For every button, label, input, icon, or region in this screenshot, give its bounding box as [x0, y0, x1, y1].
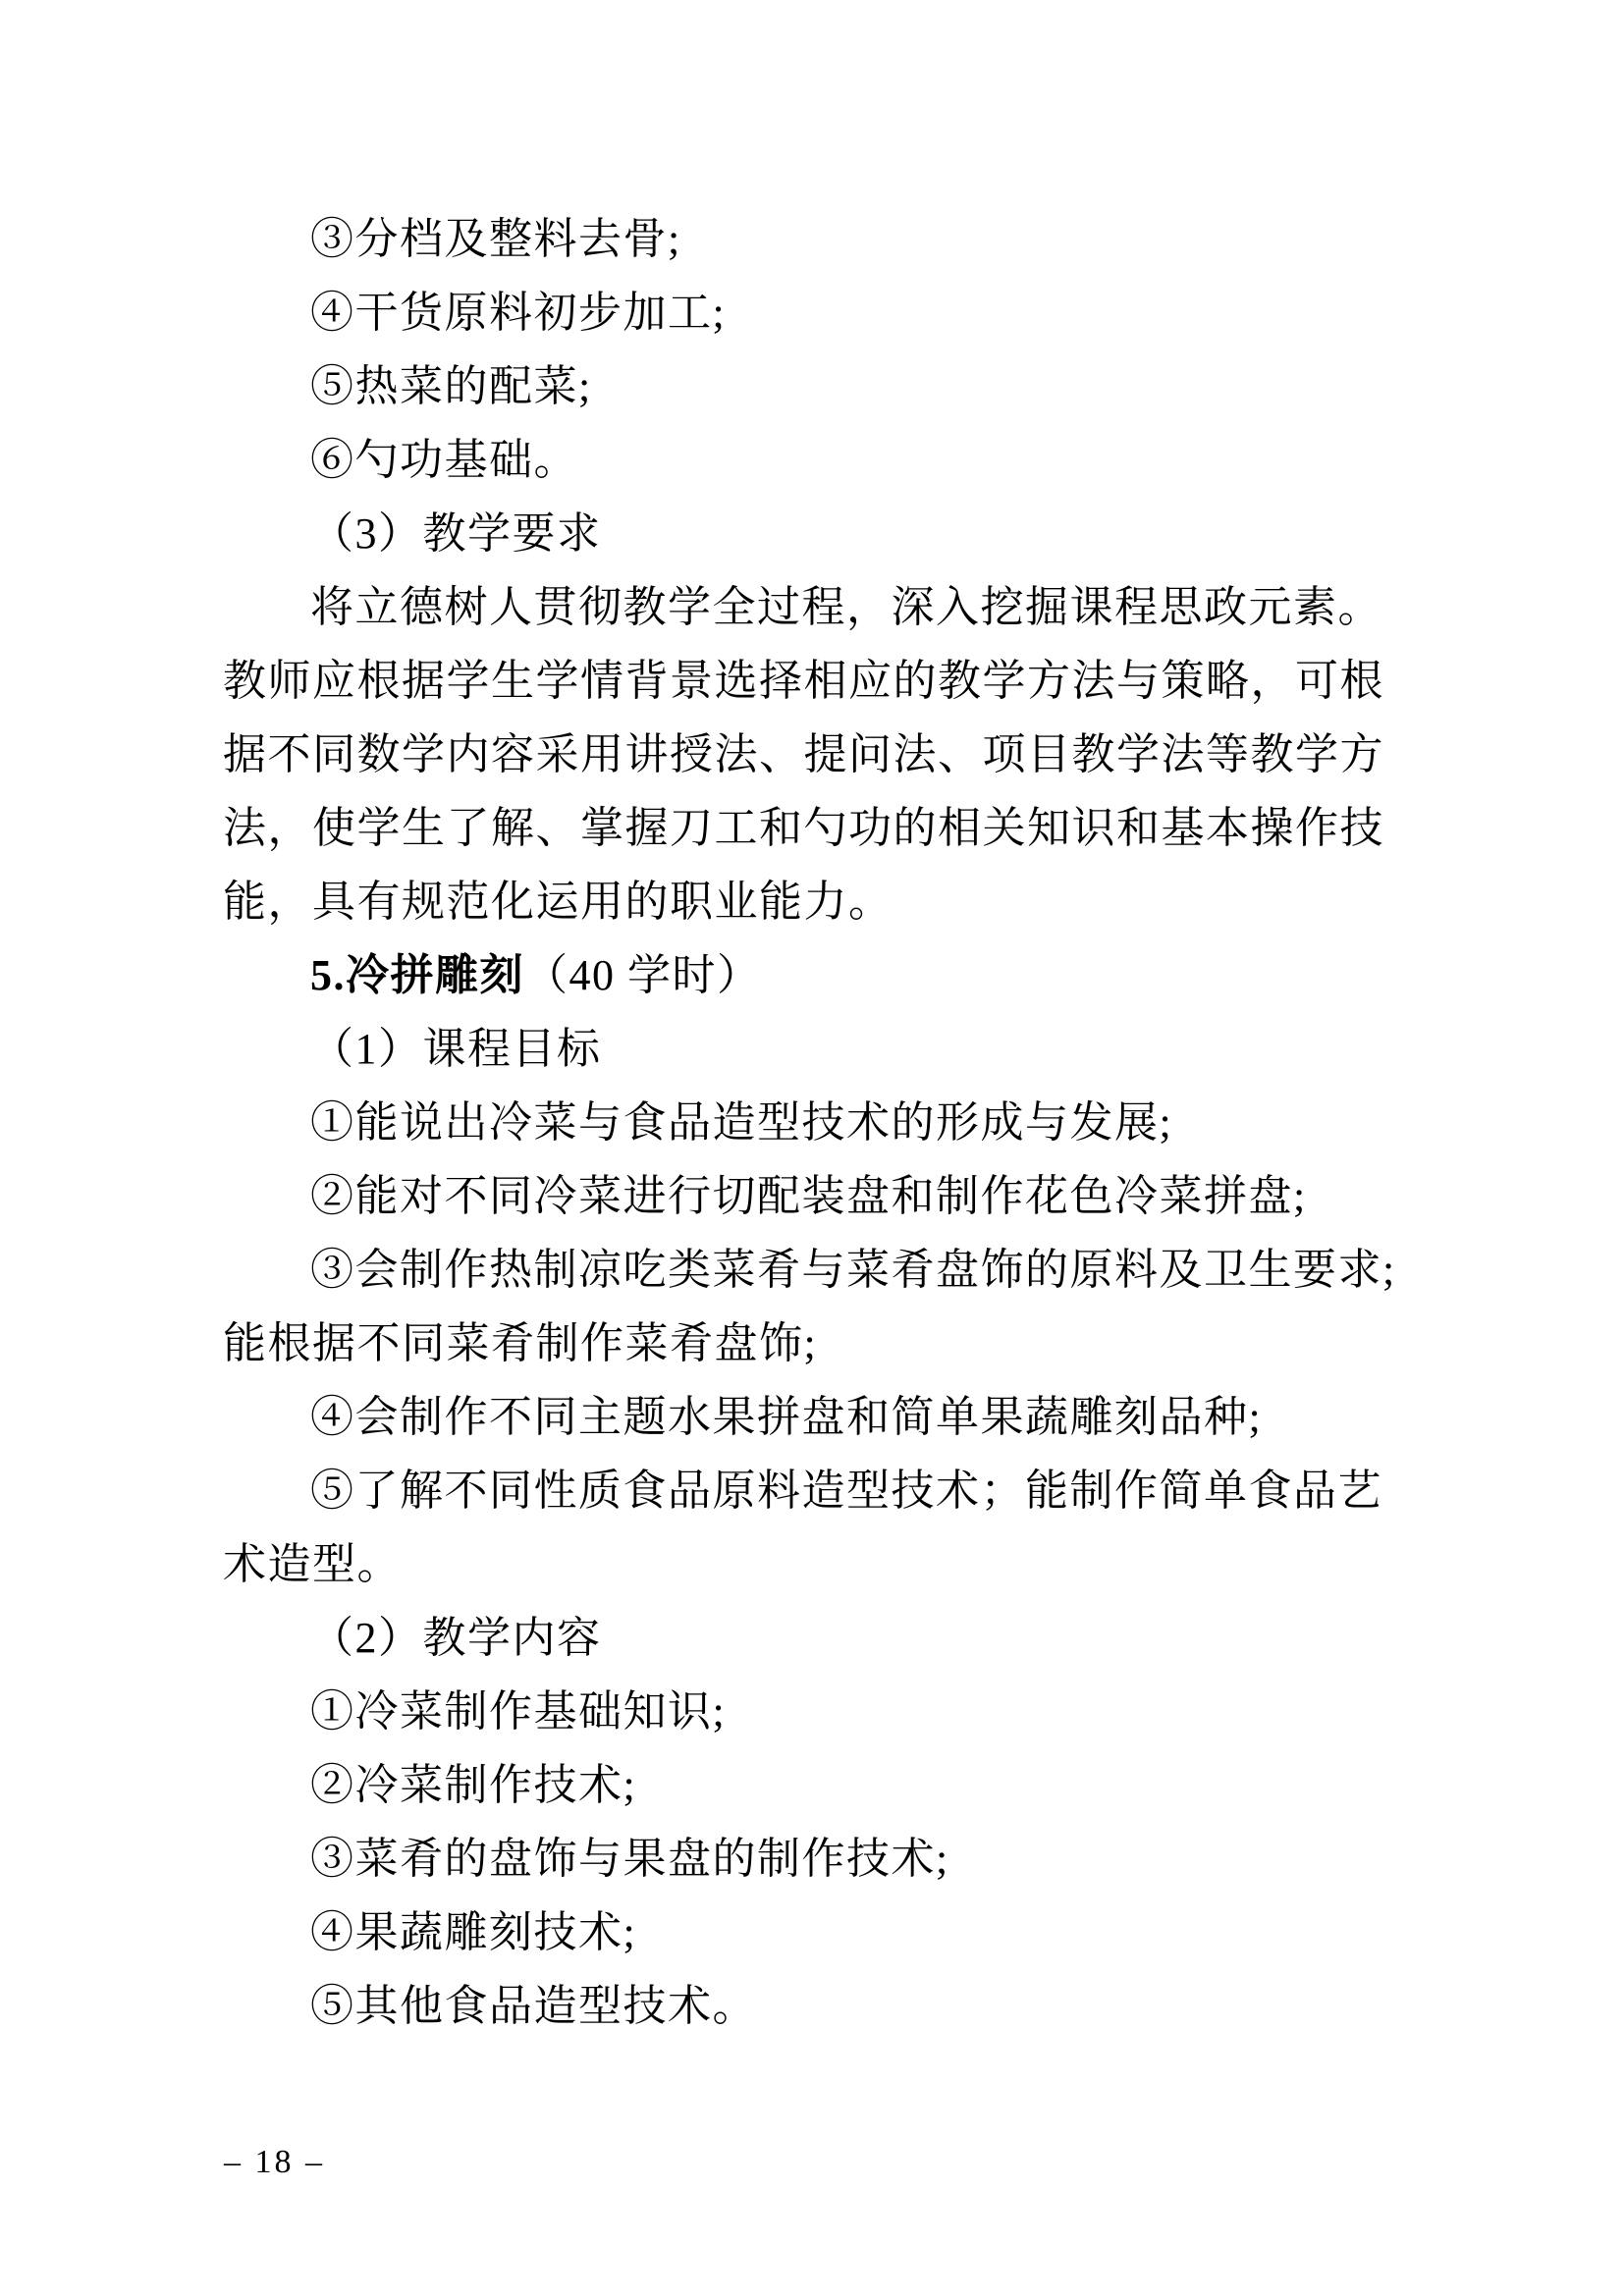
list-item: ③菜肴的盘饰与果盘的制作技术;	[310, 1835, 949, 1883]
document-body	[223, 202, 1396, 2043]
list-item-continuation: 能根据不同菜肴制作菜肴盘饰;	[223, 1319, 818, 1367]
page-number: – 18 –	[224, 2144, 325, 2180]
list-item: ④果蔬雕刻技术;	[310, 1908, 637, 1956]
list-item: ①冷菜制作基础知识;	[310, 1687, 727, 1735]
list-item: ⑤其他食品造型技术。	[310, 1982, 757, 2030]
list-item: ②能对不同冷菜进行切配装盘和制作花色冷菜拼盘;	[310, 1172, 1307, 1220]
paragraph-line: 教师应根据学生学情背景选择相应的教学方法与策略，可根	[223, 657, 1384, 705]
list-item: ④会制作不同主题水果拼盘和简单果蔬雕刻品种;	[310, 1393, 1263, 1441]
paragraph-line: 将立德树人贯彻教学全过程，深入挖掘课程思政元素。	[310, 583, 1382, 631]
paragraph-line: 能，具有规范化运用的职业能力。	[223, 878, 893, 926]
subsection-heading: （2）教学内容	[310, 1614, 602, 1662]
section-heading-title: 5.冷拼雕刻	[310, 951, 524, 999]
section-heading-hours: （40 学时）	[524, 951, 762, 999]
list-item: ③会制作热制凉吃类菜肴与菜肴盘饰的原料及卫生要求;	[310, 1246, 1396, 1294]
subsection-heading: （3）教学要求	[310, 509, 602, 558]
list-item: ⑤了解不同性质食品原料造型技术；能制作简单食品艺	[310, 1467, 1382, 1515]
list-item: ③分档及整料去骨;	[310, 215, 681, 263]
paragraph-line: 法，使学生了解、掌握刀工和勺功的相关知识和基本操作技	[223, 804, 1384, 852]
list-item: ④干货原料初步加工;	[310, 289, 727, 337]
list-item-continuation: 术造型。	[223, 1540, 402, 1588]
subsection-heading: （1）课程目标	[310, 1025, 602, 1073]
list-item: ②冷菜制作技术;	[310, 1761, 637, 1809]
paragraph-line: 据不同数学内容采用讲授法、提问法、项目教学法等教学方	[223, 730, 1384, 778]
list-item: ①能说出冷菜与食品造型技术的形成与发展;	[310, 1098, 1173, 1147]
list-item: ⑤热菜的配菜;	[310, 362, 592, 410]
section-heading	[223, 938, 1372, 1012]
list-item: ⑥勺功基础。	[310, 436, 578, 484]
